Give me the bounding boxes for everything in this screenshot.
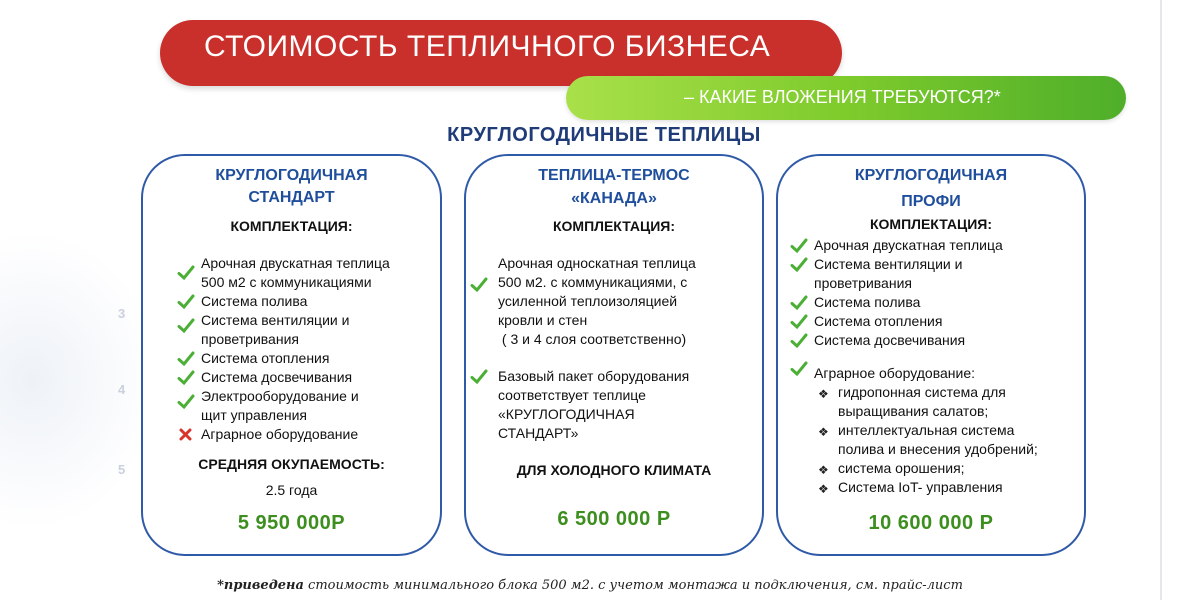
list-item: Система отопления [177, 349, 437, 368]
check-icon [470, 368, 488, 386]
price: 10 600 000 Р [868, 512, 994, 534]
agro-label: Аграрное оборудование: [814, 365, 975, 381]
check-icon [790, 313, 808, 331]
check-icon [177, 293, 195, 311]
background-number: 3 [118, 306, 126, 321]
footnote-prefix: *приведена [217, 578, 304, 593]
check-icon [177, 350, 195, 368]
list-item: Базовый пакет оборудования соответствует теплице «КРУГЛОГОДИЧНАЯ СТАНДАРТ» [470, 367, 760, 443]
background-decoration [0, 230, 160, 530]
footnote [0, 578, 1180, 593]
list-item: ❖ интеллектуальная система полива и внесения удобрений; [818, 422, 1038, 457]
climate-label: ДЛЯ ХОЛОДНОГО КЛИМАТА [516, 462, 712, 478]
background-number: 4 [118, 382, 126, 397]
diamond-bullet-icon: ❖ [818, 425, 829, 439]
diamond-bullet-icon: ❖ [818, 387, 829, 401]
slide-edge [1160, 0, 1162, 600]
list-item: Электрооборудование и щит управления [177, 387, 437, 425]
footnote-text: стоимость минимального блока 500 м2. с учетом монтажа и подключения, см. прайс-лист [303, 578, 963, 593]
card-title-line1: КРУГЛОГОДИЧНАЯ [854, 167, 1008, 184]
check-icon [790, 360, 808, 378]
card-title-line1: КРУГЛОГОДИЧНАЯ [215, 167, 368, 184]
check-icon [790, 332, 808, 350]
check-icon [177, 317, 195, 335]
equipment-list [177, 254, 437, 444]
list-item: Система отопления [790, 312, 1080, 331]
list-item: Система досвечивания [790, 331, 1080, 350]
payback-value: 2.5 года [265, 482, 318, 498]
equipment-label: КОМПЛЕКТАЦИЯ: [230, 218, 353, 234]
list-item: Система полива [177, 292, 437, 311]
check-icon [177, 369, 195, 387]
check-icon [177, 264, 195, 282]
list-item: ❖ Система IoT- управления [814, 478, 1080, 497]
agro-list [814, 383, 1080, 497]
card-profi [776, 154, 1086, 556]
list-item: Арочная двускатная теплица [790, 236, 1080, 255]
list-item: ❖ гидропонная система для выращивания салатов; [818, 384, 1006, 419]
price: 5 950 000Р [237, 512, 346, 534]
card-title-line2: СТАНДАРТ [248, 189, 335, 206]
equipment-label: КОМПЛЕКТАЦИЯ: [869, 216, 992, 232]
equipment-list [790, 236, 1080, 497]
card-kanada [464, 154, 764, 556]
diamond-bullet-icon: ❖ [818, 482, 829, 496]
equipment-list [470, 254, 760, 443]
payback-label: СРЕДНЯЯ ОКУПАЕМОСТЬ: [198, 456, 385, 472]
list-item: Арочная односкатная теплица 500 м2. с коммуникациями, с усиленной теплоизоляцией кровли и стен ( 3 и 4 слоя соответственно) [470, 254, 760, 349]
check-icon [790, 294, 808, 312]
list-item: Система вентиляции и проветривания [177, 311, 437, 349]
price: 6 500 000 Р [557, 508, 671, 530]
list-item: Арочная двускатная теплица 500 м2 с коммуникациями [177, 254, 437, 292]
section-heading: КРУГЛОГОДИЧНЫЕ ТЕПЛИЦЫ [447, 124, 761, 146]
card-title-line2: ПРОФИ [901, 193, 961, 210]
list-item [790, 364, 1080, 497]
check-icon [470, 276, 488, 294]
page-title: СТОИМОСТЬ ТЕПЛИЧНОГО БИЗНЕСА [204, 30, 771, 63]
card-standard [141, 154, 442, 556]
list-item: Аграрное оборудование [177, 425, 437, 444]
equipment-label: КОМПЛЕКТАЦИЯ: [552, 218, 675, 234]
check-icon [790, 237, 808, 255]
card-title-line1: ТЕПЛИЦА-ТЕРМОС [538, 167, 690, 184]
page-subtitle: – КАКИЕ ВЛОЖЕНИЯ ТРЕБУЮТСЯ?* [684, 87, 1001, 107]
card-title-line2: «КАНАДА» [571, 190, 657, 207]
diamond-bullet-icon: ❖ [818, 463, 829, 477]
list-item: Система досвечивания [177, 368, 437, 387]
list-item: ❖ система орошения; [814, 459, 1080, 478]
list-item: Система вентиляции и проветривания [790, 255, 1080, 293]
list-item: Система полива [790, 293, 1080, 312]
check-icon [177, 393, 195, 411]
cross-icon [177, 426, 195, 444]
check-icon [790, 256, 808, 274]
background-number: 5 [118, 462, 126, 477]
